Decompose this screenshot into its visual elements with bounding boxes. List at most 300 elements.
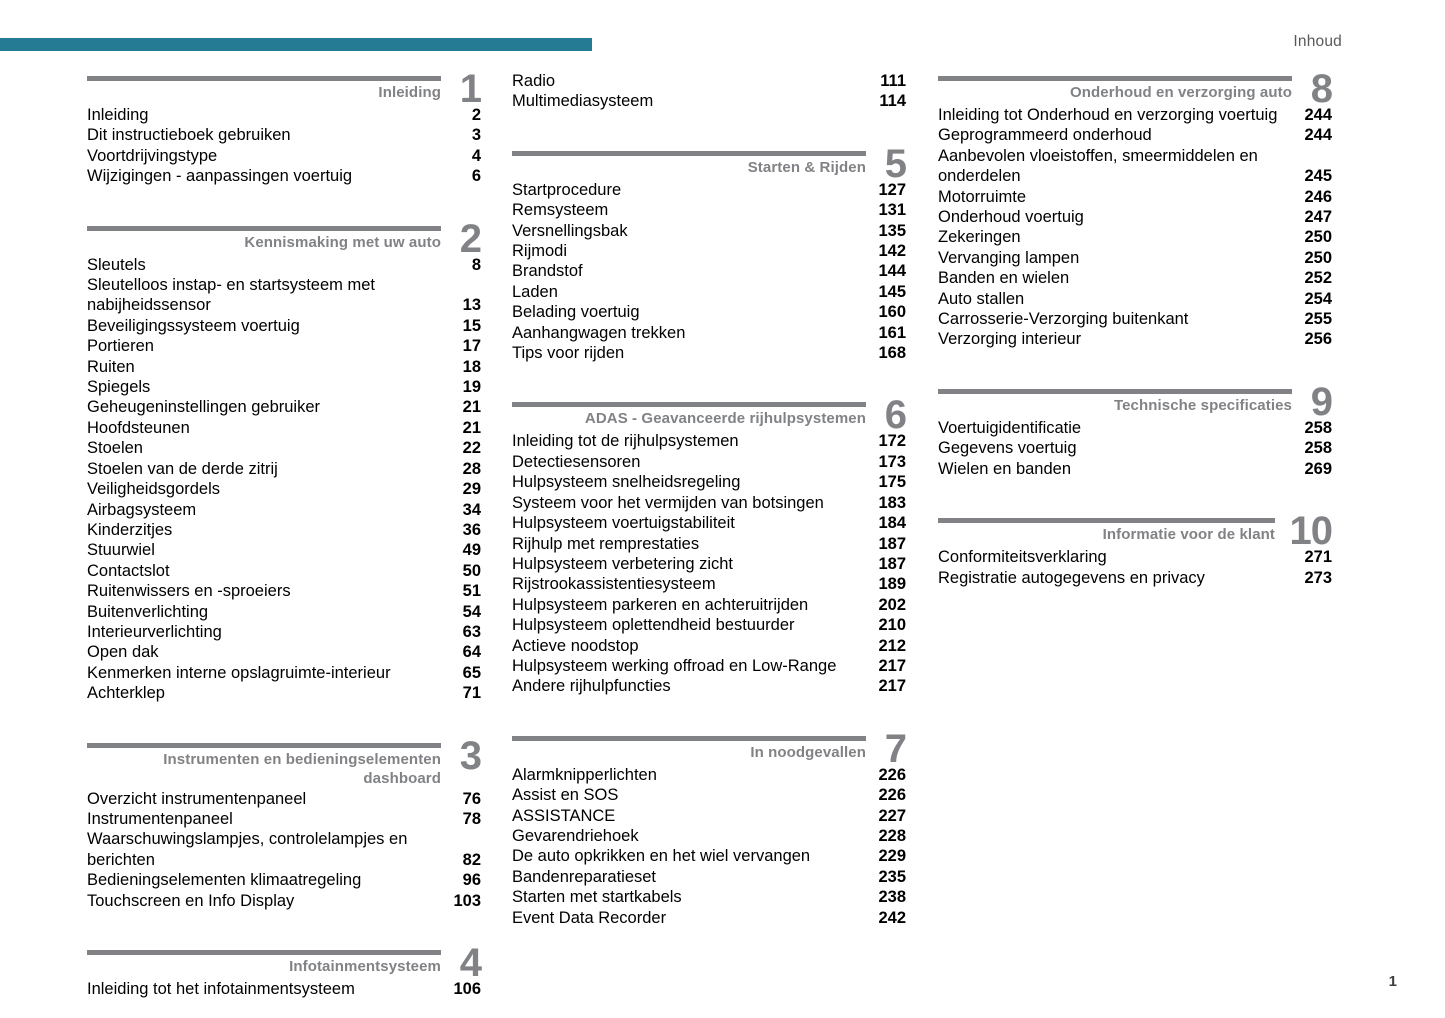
toc-entry[interactable] bbox=[512, 595, 906, 615]
toc-chapter-number: 1 bbox=[459, 67, 481, 111]
toc-entry[interactable] bbox=[87, 622, 481, 642]
toc-entry-label: Hulpsysteem oplettendheid bestuurder bbox=[512, 616, 795, 635]
toc-entry-page-number: 217 bbox=[878, 677, 906, 696]
toc-entry-label: Verzorging interieur bbox=[938, 330, 1082, 349]
toc-entry[interactable] bbox=[87, 870, 481, 890]
toc-entry-page-number: 96 bbox=[462, 871, 481, 890]
toc-entry-label: Beveiligingssysteem voertuig bbox=[87, 316, 300, 335]
toc-entry-label: Belading voertuig bbox=[512, 303, 640, 322]
toc-entry-page-number: 258 bbox=[1304, 418, 1332, 437]
toc-chapter bbox=[87, 941, 481, 999]
toc-entry[interactable] bbox=[87, 418, 481, 438]
toc-entry-page-number: 36 bbox=[462, 520, 481, 539]
toc-column-1 bbox=[87, 67, 481, 999]
toc-chapter-number: 4 bbox=[459, 941, 481, 985]
toc-entry[interactable] bbox=[87, 357, 481, 377]
toc-entry-page-number: 244 bbox=[1304, 126, 1332, 145]
toc-entry-page-number: 76 bbox=[462, 789, 481, 808]
chapter-spacer bbox=[512, 363, 906, 396]
toc-chapter-header[interactable] bbox=[87, 216, 481, 261]
toc-entry-label: Startprocedure bbox=[512, 180, 622, 199]
chapter-rule bbox=[938, 389, 1292, 394]
toc-entry-page-number: 71 bbox=[462, 684, 481, 703]
toc-entry-list bbox=[512, 431, 906, 696]
toc-entry-page-number: 247 bbox=[1304, 208, 1332, 227]
toc-entry-page-number: 217 bbox=[878, 656, 906, 675]
toc-entry[interactable] bbox=[512, 534, 906, 554]
toc-chapter-title: Kennismaking met uw auto bbox=[244, 233, 441, 251]
toc-entry[interactable] bbox=[938, 105, 1332, 125]
toc-entry[interactable] bbox=[87, 809, 481, 829]
chapter-rule bbox=[512, 151, 866, 156]
toc-entry-page-number: 51 bbox=[462, 582, 481, 601]
toc-entry-page-number: 2 bbox=[471, 106, 481, 124]
toc-entry[interactable] bbox=[87, 125, 481, 145]
toc-entry[interactable] bbox=[512, 472, 906, 492]
toc-entry[interactable] bbox=[512, 765, 906, 785]
chapter-spacer bbox=[512, 112, 906, 145]
toc-chapter-title: Infotainmentsysteem bbox=[289, 958, 441, 975]
chapter-rule bbox=[87, 226, 441, 231]
toc-chapter bbox=[938, 379, 1332, 479]
toc-entry-label: Touchscreen en Info Display bbox=[87, 891, 295, 910]
toc-chapter-title: ADAS - Geavanceerde rijhulpsystemen bbox=[584, 410, 866, 428]
toc-entry-page-number: 17 bbox=[462, 337, 481, 356]
toc-entry-page-number: 187 bbox=[878, 534, 906, 553]
toc-entry-list bbox=[938, 547, 1332, 588]
toc-entry-page-number: 210 bbox=[878, 616, 906, 635]
toc-entry-label: Aanhangwagen trekken bbox=[512, 323, 686, 342]
toc-entry[interactable] bbox=[512, 452, 906, 472]
toc-chapter bbox=[512, 726, 906, 928]
toc-entry[interactable] bbox=[87, 377, 481, 397]
toc-entry[interactable] bbox=[87, 520, 481, 540]
toc-entry[interactable] bbox=[938, 289, 1332, 309]
toc-entry-list bbox=[87, 255, 481, 704]
toc-column-3 bbox=[938, 67, 1332, 588]
toc-chapter bbox=[87, 733, 481, 911]
toc-entry[interactable] bbox=[938, 309, 1332, 329]
toc-entry[interactable] bbox=[512, 241, 906, 261]
toc-entry-label: Versnellingsbak bbox=[512, 221, 628, 240]
toc-entry[interactable] bbox=[512, 636, 906, 656]
toc-entry-label: Hulpsysteem snelheidsregeling bbox=[512, 473, 741, 492]
toc-entry-page-number: 175 bbox=[878, 473, 906, 492]
toc-chapter-title: Starten & Rijden bbox=[747, 158, 866, 176]
toc-entry[interactable] bbox=[87, 438, 481, 458]
toc-entry-page-number: 145 bbox=[878, 282, 906, 301]
toc-entry-label: Sleutelloos instap- en startsysteem met nabijheidssensor bbox=[87, 276, 375, 315]
toc-chapter-header[interactable] bbox=[512, 393, 906, 438]
toc-entry[interactable] bbox=[512, 908, 906, 928]
toc-entry[interactable] bbox=[87, 316, 481, 336]
toc-entry-page-number: 4 bbox=[471, 146, 481, 165]
toc-entry[interactable] bbox=[512, 302, 906, 322]
toc-entry-label: Radio bbox=[512, 72, 556, 90]
toc-entry[interactable] bbox=[512, 615, 906, 635]
toc-entry[interactable] bbox=[87, 336, 481, 356]
toc-entry-label: Auto stallen bbox=[938, 289, 1025, 308]
toc-entry-page-number: 111 bbox=[880, 72, 906, 90]
toc-entry[interactable] bbox=[512, 826, 906, 846]
toc-entry-page-number: 252 bbox=[1304, 269, 1332, 288]
toc-entry-label: Stoelen van de derde zitrij bbox=[87, 459, 278, 478]
toc-chapter-number: 9 bbox=[1310, 379, 1332, 424]
toc-entry-label: Instrumentenpaneel bbox=[87, 809, 233, 828]
toc-entry[interactable] bbox=[87, 789, 481, 809]
toc-entry[interactable] bbox=[512, 200, 906, 220]
toc-entry-label: Actieve noodstop bbox=[512, 636, 639, 655]
toc-entry-label: Multimediasysteem bbox=[512, 92, 654, 111]
toc-entry-label: Rijhulp met remprestaties bbox=[512, 534, 700, 553]
toc-entry[interactable] bbox=[938, 146, 1332, 187]
toc-entry[interactable] bbox=[938, 459, 1332, 479]
toc-entry-page-number: 127 bbox=[878, 180, 906, 199]
toc-entry-label: Waarschuwingslampjes, controlelampjes en berichten bbox=[87, 830, 408, 869]
toc-entry[interactable] bbox=[512, 71, 906, 91]
toc-entry-page-number: 78 bbox=[462, 809, 481, 828]
toc-entry-page-number: 212 bbox=[878, 636, 906, 655]
toc-chapter-header[interactable] bbox=[87, 941, 481, 985]
toc-entry-label: Aanbevolen vloeistoffen, smeermiddelen en onderdelen bbox=[938, 146, 1258, 186]
toc-entry-page-number: 256 bbox=[1304, 330, 1332, 349]
toc-entry-label: Rijmodi bbox=[512, 242, 568, 261]
toc-entry-page-number: 227 bbox=[878, 806, 906, 825]
toc-entry-page-number: 258 bbox=[1304, 439, 1332, 458]
toc-entry-label: Contactslot bbox=[87, 561, 170, 580]
toc-entry[interactable] bbox=[938, 268, 1332, 288]
toc-entry-page-number: 22 bbox=[462, 439, 481, 458]
toc-entry-label: Wijzigingen - aanpassingen voertuig bbox=[87, 167, 353, 186]
toc-entry-page-number: 135 bbox=[878, 221, 906, 240]
toc-entry-label: Detectiesensoren bbox=[512, 452, 641, 471]
toc-entry-page-number: 18 bbox=[462, 357, 481, 376]
toc-entry-label: Vervanging lampen bbox=[938, 248, 1080, 267]
toc-entry-page-number: 65 bbox=[462, 663, 481, 682]
toc-entry-label: Hulpsysteem parkeren en achteruitrijden bbox=[512, 595, 809, 614]
toc-entry-label: De auto opkrikken en het wiel vervangen bbox=[512, 847, 811, 866]
toc-entry-page-number: 6 bbox=[471, 167, 481, 186]
toc-chapter-number: 5 bbox=[884, 141, 906, 186]
toc-entry-page-number: 250 bbox=[1304, 228, 1332, 247]
toc-entry[interactable] bbox=[87, 255, 481, 275]
chapter-spacer bbox=[87, 187, 481, 220]
toc-entry-label: Wielen en banden bbox=[938, 459, 1072, 478]
toc-entry-list bbox=[87, 979, 481, 999]
toc-chapter-number: 3 bbox=[459, 733, 481, 778]
toc-entry-page-number: 172 bbox=[878, 432, 906, 451]
toc-entry-page-number: 173 bbox=[878, 452, 906, 471]
toc-entry-label: Motorruimte bbox=[938, 187, 1027, 206]
toc-entry[interactable] bbox=[512, 180, 906, 200]
chapter-spacer bbox=[87, 911, 481, 944]
toc-entry[interactable] bbox=[512, 282, 906, 302]
toc-entry-page-number: 226 bbox=[878, 765, 906, 784]
toc-entry[interactable] bbox=[87, 540, 481, 560]
toc-entry-label: Inleiding tot de rijhulpsystemen bbox=[512, 432, 739, 451]
toc-entry[interactable] bbox=[512, 513, 906, 533]
toc-entry-label: Bandenreparatieset bbox=[512, 867, 657, 886]
toc-entry-label: Registratie autogegevens en privacy bbox=[938, 568, 1205, 587]
toc-entry-page-number: 245 bbox=[1304, 167, 1332, 186]
toc-entry[interactable] bbox=[938, 248, 1332, 268]
toc-chapter bbox=[87, 67, 481, 187]
toc-entry-label: Inleiding tot Onderhoud en verzorging voertuig bbox=[938, 106, 1278, 124]
toc-entry-label: Gegevens voertuig bbox=[938, 439, 1077, 458]
toc-entry-list bbox=[512, 180, 906, 364]
toc-entry[interactable] bbox=[512, 785, 906, 805]
toc-entry-list bbox=[938, 418, 1332, 479]
toc-entry-page-number: 3 bbox=[471, 126, 481, 145]
toc-entry-label: Remsysteem bbox=[512, 201, 609, 220]
toc-entry-label: Hulpsysteem verbetering zicht bbox=[512, 554, 734, 573]
toc-entry-page-number: 29 bbox=[462, 480, 481, 499]
toc-entry-page-number: 114 bbox=[879, 92, 906, 111]
toc-chapter-title: Onderhoud en verzorging auto bbox=[1070, 84, 1292, 101]
toc-entry-page-number: 168 bbox=[878, 344, 906, 363]
toc-entry[interactable] bbox=[512, 221, 906, 241]
toc-chapter-header[interactable] bbox=[512, 141, 906, 186]
toc-entry-page-number: 242 bbox=[878, 908, 906, 927]
toc-chapter-title: Technische specificaties bbox=[1113, 396, 1292, 414]
toc-entry-label: ASSISTANCE bbox=[512, 806, 616, 825]
toc-entry-label: Kenmerken interne opslagruimte-interieur bbox=[87, 663, 391, 682]
toc-entry-label: Voortdrijvingstype bbox=[87, 146, 218, 165]
toc-entry-label: Sleutels bbox=[87, 255, 146, 274]
toc-entry-label: Stuurwiel bbox=[87, 541, 155, 560]
toc-entry-label: Ruitenwissers en -sproeiers bbox=[87, 582, 291, 601]
toc-entry[interactable] bbox=[512, 867, 906, 887]
toc-chapter-header[interactable] bbox=[87, 67, 481, 111]
toc-continued-entry-list bbox=[512, 71, 906, 112]
toc-entry[interactable] bbox=[87, 479, 481, 499]
toc-entry-page-number: 19 bbox=[462, 378, 481, 397]
toc-chapter-number: 6 bbox=[884, 393, 906, 438]
toc-entry[interactable] bbox=[512, 323, 906, 343]
toc-entry-page-number: 187 bbox=[878, 554, 906, 573]
toc-entry[interactable] bbox=[87, 979, 481, 999]
toc-entry-label: Overzicht instrumentenpaneel bbox=[87, 789, 307, 808]
toc-entry-page-number: 273 bbox=[1304, 568, 1332, 587]
toc-entry-label: Stoelen bbox=[87, 439, 143, 458]
toc-entry-label: Hoofdsteunen bbox=[87, 418, 190, 437]
chapter-rule bbox=[512, 736, 866, 741]
toc-entry-page-number: 54 bbox=[462, 602, 481, 621]
toc-entry-page-number: 269 bbox=[1304, 459, 1332, 478]
chapter-spacer bbox=[512, 697, 906, 730]
toc-entry-label: Inleiding tot het infotainmentsysteem bbox=[87, 980, 355, 998]
toc-entry-label: Brandstof bbox=[512, 262, 583, 281]
toc-entry-label: Zekeringen bbox=[938, 228, 1021, 247]
toc-entry-page-number: 244 bbox=[1304, 106, 1332, 124]
toc-chapter-header[interactable] bbox=[938, 379, 1332, 424]
toc-chapter-header[interactable] bbox=[938, 67, 1332, 111]
footer-page-number: 1 bbox=[1388, 973, 1397, 990]
toc-entry[interactable] bbox=[512, 554, 906, 574]
toc-entry-label: Ruiten bbox=[87, 357, 135, 376]
toc-entry[interactable] bbox=[938, 418, 1332, 438]
toc-entry[interactable] bbox=[87, 166, 481, 186]
toc-entry-page-number: 15 bbox=[462, 316, 481, 335]
toc-chapter-number: 7 bbox=[884, 726, 906, 771]
toc-chapter-title: Inleiding bbox=[378, 84, 441, 101]
toc-entry[interactable] bbox=[512, 676, 906, 696]
toc-entry-label: Carrosserie-Verzorging buitenkant bbox=[938, 310, 1189, 329]
toc-entry-label: Hulpsysteem werking offroad en Low-Range bbox=[512, 656, 837, 675]
toc-entry-page-number: 226 bbox=[878, 786, 906, 805]
toc-entry[interactable] bbox=[938, 547, 1332, 567]
toc-entry[interactable] bbox=[512, 846, 906, 866]
toc-entry-label: Banden en wielen bbox=[938, 269, 1070, 288]
toc-entry-list bbox=[938, 105, 1332, 350]
toc-entry[interactable] bbox=[512, 493, 906, 513]
toc-entry[interactable] bbox=[938, 187, 1332, 207]
toc-entry-label: Geheugeninstellingen gebruiker bbox=[87, 398, 320, 417]
toc-chapter-number: 10 bbox=[1289, 509, 1332, 554]
toc-entry-list bbox=[87, 789, 481, 911]
chapter-spacer bbox=[938, 479, 1332, 512]
toc-entry-page-number: 142 bbox=[878, 242, 906, 261]
toc-entry-label: Conformiteitsverklaring bbox=[938, 548, 1107, 567]
toc-entry[interactable] bbox=[87, 683, 481, 703]
toc-chapter-header[interactable] bbox=[938, 509, 1332, 554]
toc-entry-page-number: 144 bbox=[878, 262, 906, 281]
toc-entry-label: Voertuigidentificatie bbox=[938, 418, 1082, 437]
toc-entry[interactable] bbox=[87, 397, 481, 417]
toc-entry-label: Onderhoud voertuig bbox=[938, 208, 1084, 227]
toc-entry[interactable] bbox=[938, 227, 1332, 247]
chapter-rule bbox=[938, 76, 1292, 81]
toc-chapter bbox=[512, 141, 906, 364]
toc-entry-page-number: 21 bbox=[462, 418, 481, 437]
toc-entry-page-number: 64 bbox=[462, 643, 481, 662]
toc-entry-label: Open dak bbox=[87, 643, 159, 662]
toc-entry-page-number: 34 bbox=[462, 500, 481, 519]
toc-entry[interactable] bbox=[87, 581, 481, 601]
toc-entry[interactable] bbox=[512, 656, 906, 676]
toc-chapter bbox=[512, 393, 906, 696]
toc-entry[interactable] bbox=[87, 459, 481, 479]
toc-entry[interactable] bbox=[512, 343, 906, 363]
page-header-title: Inhoud bbox=[1293, 33, 1342, 50]
toc-entry-page-number: 8 bbox=[471, 255, 481, 274]
toc-entry-page-number: 183 bbox=[878, 493, 906, 512]
toc-entry-page-number: 131 bbox=[878, 201, 906, 220]
chapter-rule bbox=[87, 743, 441, 748]
chapter-rule bbox=[512, 402, 866, 407]
toc-entry-label: Event Data Recorder bbox=[512, 908, 667, 927]
toc-entry-page-number: 271 bbox=[1304, 548, 1332, 567]
toc-entry-label: Rijstrookassistentiesysteem bbox=[512, 575, 716, 594]
toc-entry[interactable] bbox=[938, 438, 1332, 458]
toc-entry[interactable] bbox=[512, 91, 906, 111]
toc-entry-label: Buitenverlichting bbox=[87, 602, 209, 621]
toc-entry[interactable] bbox=[938, 125, 1332, 145]
chapter-rule bbox=[938, 518, 1275, 523]
toc-entry[interactable] bbox=[87, 500, 481, 520]
toc-entry-page-number: 13 bbox=[462, 296, 481, 315]
toc-entry[interactable] bbox=[87, 642, 481, 662]
toc-entry-label: Geprogrammeerd onderhoud bbox=[938, 126, 1152, 145]
toc-chapter bbox=[938, 67, 1332, 350]
toc-entry-label: Alarmknipperlichten bbox=[512, 765, 657, 784]
toc-entry[interactable] bbox=[87, 663, 481, 683]
toc-entry-label: Veiligheidsgordels bbox=[87, 480, 221, 499]
toc-entry[interactable] bbox=[87, 602, 481, 622]
toc-entry[interactable] bbox=[87, 275, 481, 316]
toc-chapter-header[interactable] bbox=[512, 726, 906, 771]
toc-entry-page-number: 50 bbox=[462, 561, 481, 580]
toc-entry-page-number: 228 bbox=[878, 826, 906, 845]
toc-entry[interactable] bbox=[938, 207, 1332, 227]
toc-entry-label: Tips voor rijden bbox=[512, 344, 625, 363]
toc-entry-label: Starten met startkabels bbox=[512, 888, 682, 907]
toc-entry-page-number: 255 bbox=[1304, 310, 1332, 329]
toc-entry-label: Assist en SOS bbox=[512, 786, 619, 805]
toc-chapter-number: 2 bbox=[459, 216, 481, 261]
toc-entry-page-number: 82 bbox=[462, 850, 481, 869]
toc-entry-label: Spiegels bbox=[87, 378, 151, 397]
toc-entry[interactable] bbox=[512, 431, 906, 451]
toc-entry-label: Airbagsysteem bbox=[87, 500, 197, 519]
toc-entry-page-number: 28 bbox=[462, 459, 481, 478]
chapter-rule bbox=[87, 950, 441, 955]
toc-entry-page-number: 254 bbox=[1304, 289, 1332, 308]
toc-entry-page-number: 106 bbox=[453, 980, 481, 998]
toc-entry[interactable] bbox=[938, 568, 1332, 588]
toc-entry[interactable] bbox=[87, 146, 481, 166]
toc-entry-page-number: 21 bbox=[462, 398, 481, 417]
chapter-spacer bbox=[87, 704, 481, 737]
chapter-spacer bbox=[938, 350, 1332, 383]
toc-entry-label: Laden bbox=[512, 282, 558, 301]
toc-entry-list bbox=[87, 105, 481, 187]
toc-entry[interactable] bbox=[512, 261, 906, 281]
toc-entry[interactable] bbox=[938, 329, 1332, 349]
toc-entry[interactable] bbox=[512, 574, 906, 594]
toc-entry-label: Inleiding bbox=[87, 106, 149, 124]
toc-entry-page-number: 250 bbox=[1304, 248, 1332, 267]
toc-entry-page-number: 202 bbox=[878, 595, 906, 614]
toc-entry-page-number: 184 bbox=[878, 514, 906, 533]
toc-entry-page-number: 63 bbox=[462, 622, 481, 641]
toc-entry[interactable] bbox=[512, 806, 906, 826]
toc-entry-label: Hulpsysteem voertuigstabiliteit bbox=[512, 514, 735, 533]
toc-entry[interactable] bbox=[512, 887, 906, 907]
toc-entry-page-number: 189 bbox=[878, 575, 906, 594]
header-accent-bar bbox=[0, 38, 592, 51]
toc-column-2 bbox=[512, 70, 906, 928]
toc-entry-label: Achterklep bbox=[87, 684, 165, 703]
toc-entry[interactable] bbox=[87, 105, 481, 125]
toc-entry-page-number: 235 bbox=[878, 867, 906, 886]
toc-entry-page-number: 160 bbox=[878, 303, 906, 322]
toc-entry-label: Dit instructieboek gebruiken bbox=[87, 126, 291, 145]
toc-entry-label: Kinderzitjes bbox=[87, 520, 173, 539]
toc-entry-page-number: 229 bbox=[878, 847, 906, 866]
toc-chapter bbox=[938, 509, 1332, 588]
chapter-rule bbox=[87, 76, 441, 81]
toc-entry-page-number: 238 bbox=[878, 888, 906, 907]
toc-entry[interactable] bbox=[87, 829, 481, 870]
toc-entry-label: Bedieningselementen klimaatregeling bbox=[87, 871, 362, 890]
toc-entry-label: Gevarendriehoek bbox=[512, 826, 639, 845]
toc-entry[interactable] bbox=[87, 561, 481, 581]
toc-entry-page-number: 49 bbox=[462, 541, 481, 560]
toc-entry-label: Systeem voor het vermijden van botsingen bbox=[512, 493, 824, 512]
toc-entry[interactable] bbox=[87, 891, 481, 911]
toc-chapter-header[interactable] bbox=[87, 733, 481, 788]
